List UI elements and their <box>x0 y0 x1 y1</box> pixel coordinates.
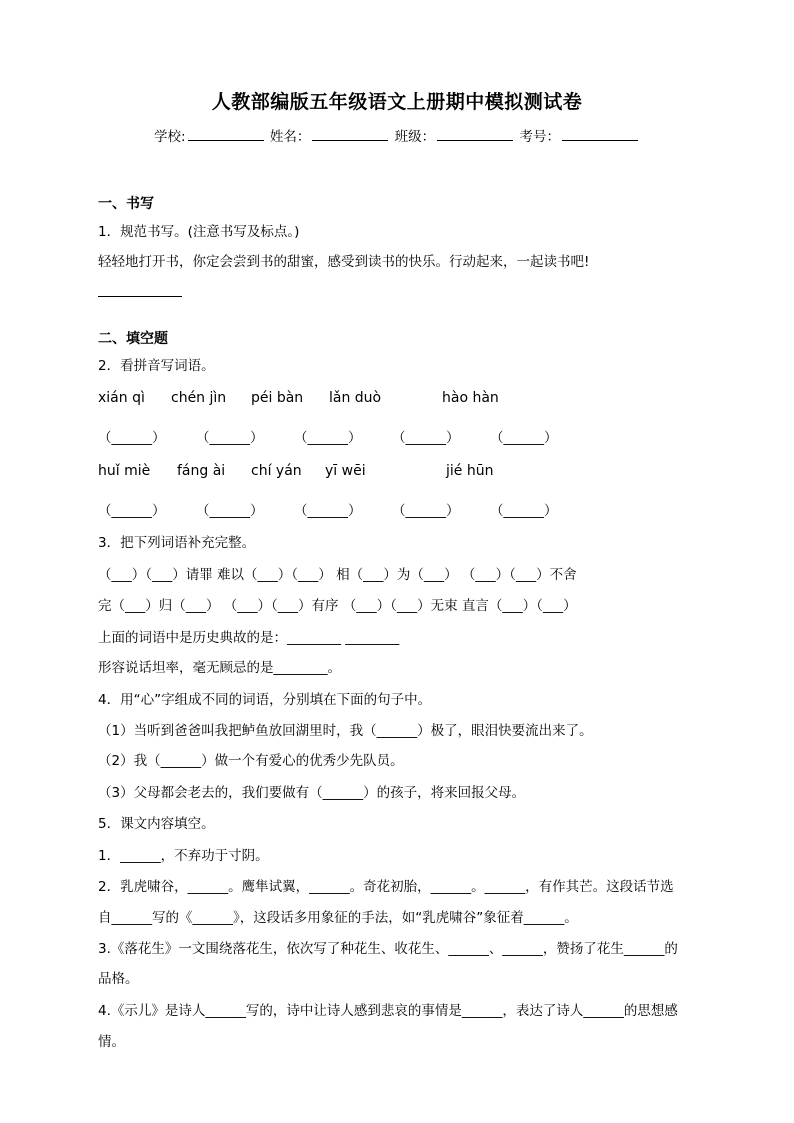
pinyin-item: huǐ miè <box>98 463 151 479</box>
question-3: 3．把下列词语补充完整。 <box>98 535 256 551</box>
answer-blank[interactable]: （______） <box>392 503 460 519</box>
pinyin-item: chén jìn <box>171 390 227 406</box>
pinyin-item: xián qì <box>98 390 145 406</box>
question-3-line: 形容说话坦率，毫无顾忌的是________。 <box>98 660 341 676</box>
answer-blank[interactable]: （______） <box>392 430 460 446</box>
section-heading-fill: 二、填空题 <box>98 331 168 347</box>
pinyin-item: yī wēi <box>325 463 366 479</box>
question-5-item: 自______写的《______》，这段话多用象征的手法，如“乳虎啸谷”象征着______。 <box>98 910 578 926</box>
name-blank[interactable] <box>312 128 388 141</box>
pinyin-item: chí yán <box>251 463 302 479</box>
question-5-item: 3.《落花生》一文围绕落花生，依次写了种花生、收花生、______、______，赞扬了花生______的 <box>98 941 678 957</box>
question-5-item: 情。 <box>98 1034 125 1050</box>
school-blank[interactable] <box>188 128 264 141</box>
student-info-row <box>0 125 794 145</box>
question-5: 5．课文内容填空。 <box>98 816 215 832</box>
question-5-item: 1．______，不弃功于寸阴。 <box>98 848 269 864</box>
question-4: 4．用“心”字组成不同的词语，分别填在下面的句子中。 <box>98 692 432 708</box>
answer-blank[interactable]: （______） <box>196 503 264 519</box>
class-blank[interactable] <box>437 128 513 141</box>
answer-blank[interactable]: （______） <box>98 430 166 446</box>
answer-blank[interactable]: （______） <box>294 430 362 446</box>
question-4-item: （3）父母都会老去的，我们要做有（______）的孩子，将来回报父母。 <box>98 785 526 801</box>
section-heading-writing: 一、书写 <box>98 196 154 212</box>
class-label: 班级： <box>394 129 436 145</box>
pinyin-item: lǎn duò <box>329 390 382 406</box>
question-3-line: （___）（___）请罪 难以（___）（___） 相（___）为（___） （___）（___）不舍 <box>98 567 577 583</box>
question-1-answer-line[interactable] <box>98 296 182 297</box>
answer-blank[interactable]: （______） <box>98 503 166 519</box>
pinyin-item: péi bàn <box>251 390 304 406</box>
school-label: 学校: <box>154 129 186 145</box>
answer-blank[interactable]: （______） <box>490 430 558 446</box>
pinyin-item: fáng ài <box>177 463 226 479</box>
question-5-item: 品格。 <box>98 971 139 987</box>
question-4-item: （2）我（______）做一个有爱心的优秀少先队员。 <box>98 753 404 769</box>
question-4-item: （1）当听到爸爸叫我把鲈鱼放回湖里时，我（______）极了，眼泪快要流出来了。 <box>98 723 593 739</box>
answer-blank[interactable]: （______） <box>490 503 558 519</box>
question-3-line: 完（___）归（___） （___）（___）有序 （___）（___）无束 直言（___）（___） <box>98 598 577 614</box>
question-2: 2．看拼音写词语。 <box>98 358 215 374</box>
question-1: 1．规范书写。(注意书写及标点。) <box>98 224 300 240</box>
answer-blank[interactable]: （______） <box>196 430 264 446</box>
question-1-text: 轻轻地打开书，你定会尝到书的甜蜜，感受到读书的快乐。行动起来，一起读书吧! <box>98 254 590 270</box>
pinyin-item: jié hūn <box>446 463 494 479</box>
question-5-item: 2．乳虎啸谷，______。鹰隼试翼，______。奇花初胎，______。______，有作其芒。这段话节选 <box>98 879 674 895</box>
page-title: 人教部编版五年级语文上册期中模拟测试卷 <box>211 91 583 113</box>
id-blank[interactable] <box>562 128 638 141</box>
name-label: 姓名： <box>269 129 311 145</box>
question-3-line: 上面的词语中是历史典故的是：________ ________ <box>98 630 400 646</box>
answer-blank[interactable]: （______） <box>294 503 362 519</box>
question-5-item: 4.《示儿》是诗人______写的，诗中让诗人感到悲哀的事情是______，表达了诗人______的思想感 <box>98 1003 678 1019</box>
pinyin-item: hào hàn <box>442 390 499 406</box>
id-label: 考号： <box>519 129 560 145</box>
